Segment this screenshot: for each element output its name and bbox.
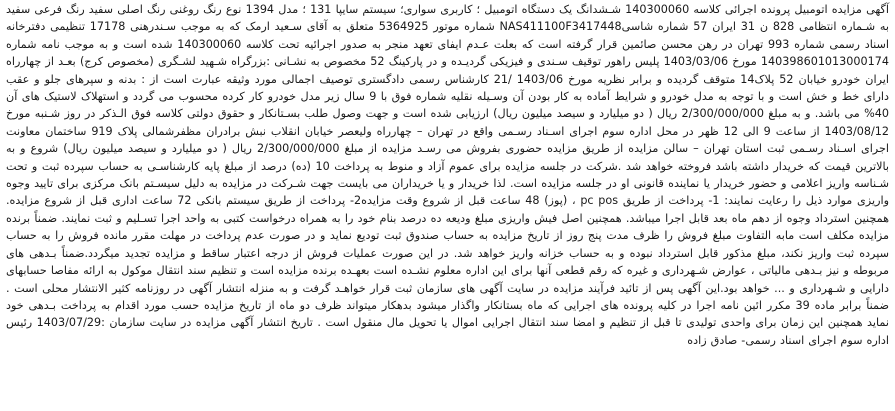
notice-text: آگهی مزایده اتومبیل پرونده اجرائی کلاسه 140300060 شـشدانگ یک دستگاه اتومبیل ؛ کاربری سواری؛ سیستم سایپا 131 ؛ مدل 1394 نوع رنگ روغنی رنگ اصلی سفید رنگ فرعی سفید به شـماره انتظامی 828 ن 31 ایران 57 شماره شاسیNAS411100F3417448 شماره موتور 5364925 متعلق به آقای سـعید ارمک که به موجب سـندرهنی 17178 تنظیمی دفترخانه اسناد رسمی شماره 993 تهران در رهن محسن صائمین قرار گرفته است که بعلت عـدم ایفای تعهد منجر به صدور اجرائیه تحت کلاسه 140300060 شده است و به موجب نامه شماره 140398601013000174 مورخ 1403/03/06 پلیس راهور توقیف سـندی و فیزیکی گردیـده و در پارکینگ 52 مخصوص به نشـانی :بزرگراه شـهید لشـگری (مخصوص کرج) بعـد از چهارراه ایران خودرو خیابان 52 پلاک14 متوقف گردیده و برابر نظریه مورخ 1403/06 /21 کارشناس رسمی دادگستری توصیف اجمالی مورد وثیقه عبارت است از : بدنه و سپرهای جلو و عقب دارای خط و خش است و با توجه به مدل خودرو و شرایط آماده به کار بودن آن وسـیله نقلیه شماره فوق با 9 سال زیر مدل خودرو کار کرده محسوب می گردد و استهلاک لاستیک های آن 40% می باشد. و به مبلغ 2/300/000/000 ریال ( دو میلیارد و سیصد میلیون ریال) ارزیابی شده است و جهت وصول طلب بسـتانکار و حقوق دولتی کلاسه فوق الـذکر در روز شـنبه مورخ 1403/08/12 از ساعت 9 الی 12 ظهر در محل اداره سوم اجرای اسـناد رسـمی واقع در تهران – چهارراه ولیعصر خیابان انقلاب نبش برادران مظفرشمالی پلاک 919 ساختمان معاونت اجرای اسـناد رسـمی ثبت استان تهران – سالن مزایده از طریق مزایده حضوری بفروش می رسـد مزایده از مبلغ 2/300/000/000 ریال ( دو میلیارد و سیصد میلیون ریال) شروع و به بالاترین قیمت که خریدار داشته باشد فروخته خواهد شد .شرکت در جلسه مزایده برای عموم آزاد و منوط به پرداخت 10 (ده) درصد از مبلغ پایه کارشناسـی به حساب سپرده ثبت و تحت شـناسه واریز اعلامی و حضور خریدار یا نماینده قانونی او در جلسه مزایده است. لذا خریدار و یا خریداران می بایست جهت شـرکت در مزایده به دلیل سیسـتم بانک مرکزی برای تایید وجوه واریزی موارد ذیل را رعایت نمایند: 1- پرداخت از طریق pc pos ، (پوز) 48 ساعت قبل از شروع وقت مزایده2- پرداخت از طریق سیستم بانکی 72 ساعت اداری قبل از شروع مزایده. همچنین استرداد وجوه از دهم ماه بعد قابل اجرا میباشد. همچنین اصل فیش واریزی مبلغ ودیعه ده درصد بنام خود را به همراه درخواست کتبی به واحد اجرا تسـلیم و ثبت نمایند. ضمناً برنده مزایده مکلف است مابه التفاوت مبلغ فروش را ظرف مدت پنج روز از تاریخ مزایده به حساب صندوق ثبت تودیع نماید و در صورت عدم پرداخت در مهلت مقرر مانده فروش را به حساب سپرده ثبت واریز نکند، مبلغ مذکور قابل استرداد نبوده و به حساب خزانه واریز خواهد شد. در این صورت عملیات فروش از درجه اعتبار ساقط و مزایده تجدید میگردد.ضمناً بـدهی های مربوطه و نیز بـدهی مالیاتی ، عوارض شـهرداری و غیره که رقم قطعی آنها برای این اداره معلوم نشـده است بعهـده برنده مزایده است و تنظیم سند انتقال موکول به ارائه مفاصا حسابهای دارایی و شـهرداری و ... خواهد بود.این آگهی پس از تائید فرآیند مزایده در سایت آگهی های سازمان ثبت قرار خواهـد گرفت و به منزله انتشار آگهی در روزنامه کثیر الانتشار محلی است . ضمناً برابر ماده 39 مکرر ائین نامه اجرا در کلیه پرونده های اجرایی که ماه بستانکار واگذار میشود بدهکار میتواند ظرف دو ماه از تاریخ مزایده حسب مورد اقدام به پرداخت بـدهی خود نماید همچنین این زمان برای واحدی تولیدی تا قبل از تنظیم و امضا سند انتقال اجرایی اموال یا تحویل مال منقول است . تاریخ انتشار آگهی مزایده در سایت سازمان :1403/07/29 رئیس اداره سوم اجرای اسناد رسمی- صادق زاده [6,3,890,347]
